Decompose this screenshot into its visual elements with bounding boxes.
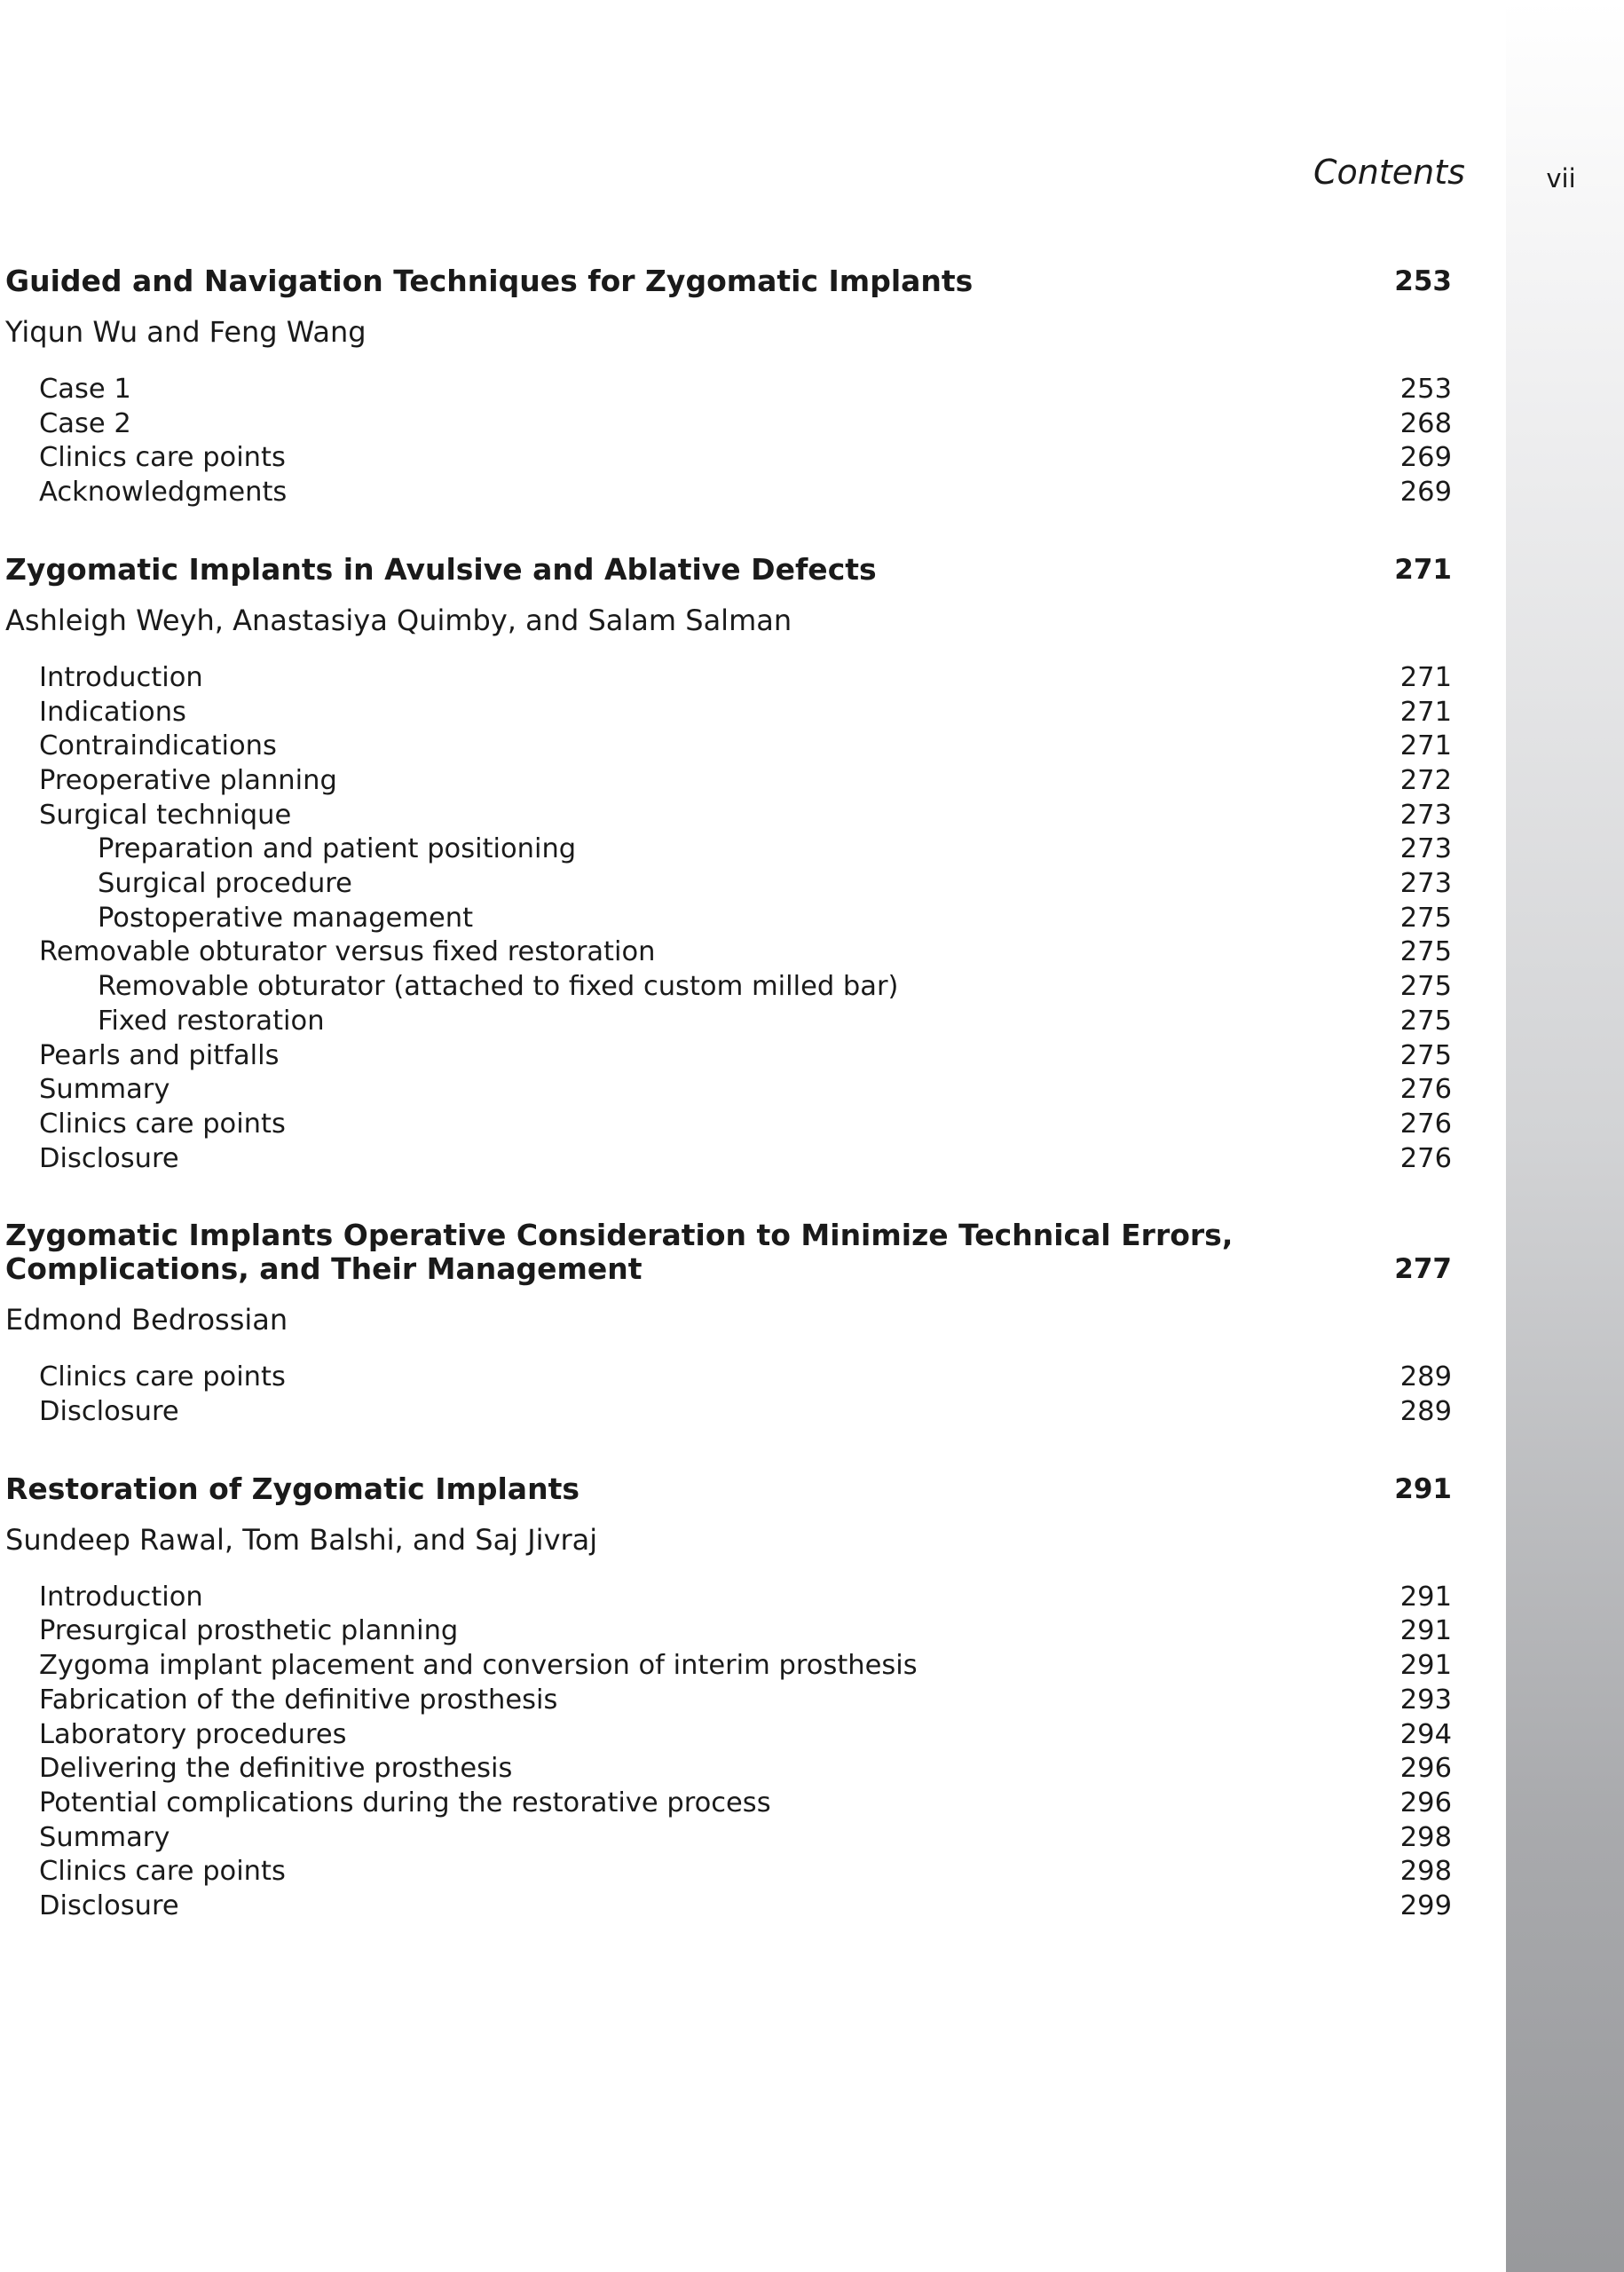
section-page-number: 272 (1399, 764, 1452, 796)
article-page-number: 253 (1394, 265, 1452, 297)
section-label: Disclosure (39, 1142, 179, 1174)
section-page-number: 253 (1399, 374, 1452, 405)
section-label: Case 2 (39, 407, 131, 439)
section-label: Indications (39, 696, 186, 728)
section-label: Presurgical prosthetic planning (39, 1615, 459, 1647)
article-page-number: 277 (1394, 1253, 1452, 1286)
section-page-number: 273 (1399, 868, 1452, 900)
article-title[interactable]: Zygomatic Implants in Avulsive and Ablative Defects (5, 551, 877, 587)
section-page-number: 271 (1399, 730, 1452, 762)
toc-section-entry[interactable] (5, 799, 1452, 833)
section-page-number: 275 (1399, 971, 1452, 1003)
toc-section-entry[interactable] (5, 1614, 1452, 1649)
article-authors: Ashleigh Weyh, Anastasiya Quimby, and Salam Salman (5, 603, 792, 637)
toc-section-entry[interactable] (5, 661, 1452, 696)
section-label: Summary (39, 1821, 170, 1853)
section-page-number: 273 (1399, 833, 1452, 865)
toc-subsection-entry[interactable] (5, 832, 1452, 867)
toc-section-entry[interactable] (5, 730, 1452, 764)
toc-section-entry[interactable] (5, 935, 1452, 970)
page-edge-tab (1506, 0, 1624, 2272)
section-label: Preparation and patient positioning (98, 833, 577, 865)
section-label: Delivering the definitive prosthesis (39, 1753, 513, 1785)
section-list (5, 1581, 1452, 1924)
toc-section-entry[interactable] (5, 1855, 1452, 1889)
section-label: Surgical technique (39, 799, 292, 831)
toc-subsection-entry[interactable] (5, 970, 1452, 1005)
section-label: Introduction (39, 661, 203, 693)
toc-section-entry[interactable] (5, 1889, 1452, 1924)
section-label: Disclosure (39, 1890, 179, 1922)
section-label: Zygoma implant placement and conversion of interim prosthesis (39, 1650, 918, 1682)
article-title[interactable]: Guided and Navigation Techniques for Zygomatic Implants (5, 264, 974, 298)
toc-section-entry[interactable] (5, 1718, 1452, 1753)
article-heading (5, 1472, 1452, 1506)
toc-section-entry[interactable] (5, 1039, 1452, 1074)
toc-section-entry[interactable] (5, 441, 1452, 476)
section-label: Acknowledgments (39, 477, 288, 509)
article-title[interactable]: Restoration of Zygomatic Implants (5, 1471, 579, 1506)
section-label: Laboratory procedures (39, 1718, 347, 1750)
section-page-number: 276 (1399, 1108, 1452, 1140)
section-page-number: 293 (1399, 1684, 1452, 1716)
section-label: Fixed restoration (98, 1005, 325, 1037)
toc-section-entry[interactable] (5, 1395, 1452, 1430)
section-label: Clinics care points (39, 1856, 286, 1888)
section-page-number: 269 (1399, 442, 1452, 474)
toc-subsection-entry[interactable] (5, 902, 1452, 936)
section-label: Postoperative management (98, 902, 474, 934)
section-page-number: 298 (1399, 1856, 1452, 1888)
section-page-number: 268 (1399, 407, 1452, 439)
toc-article (5, 1219, 1452, 1429)
toc-section-entry[interactable] (5, 1649, 1452, 1684)
section-label: Clinics care points (39, 1361, 286, 1393)
section-page-number: 294 (1399, 1718, 1452, 1750)
section-label: Potential complications during the restorative process (39, 1787, 771, 1818)
section-label: Introduction (39, 1581, 203, 1613)
toc-section-entry[interactable] (5, 407, 1452, 442)
article-page-number: 291 (1394, 1472, 1452, 1505)
toc-article (5, 264, 1452, 510)
section-label: Clinics care points (39, 1108, 286, 1140)
section-page-number: 296 (1399, 1787, 1452, 1818)
section-page-number: 271 (1399, 661, 1452, 693)
page-number: vii (1546, 163, 1576, 193)
article-heading (5, 553, 1452, 587)
section-page-number: 273 (1399, 799, 1452, 831)
section-page-number: 289 (1399, 1361, 1452, 1393)
section-page-number: 275 (1399, 1005, 1452, 1037)
article-authors: Yiqun Wu and Feng Wang (5, 315, 367, 349)
toc-section-entry[interactable] (5, 1142, 1452, 1177)
section-page-number: 289 (1399, 1396, 1452, 1428)
toc-section-entry[interactable] (5, 1684, 1452, 1718)
section-label: Case 1 (39, 374, 131, 405)
section-label: Fabrication of the definitive prosthesis (39, 1684, 558, 1716)
toc-subsection-entry[interactable] (5, 867, 1452, 902)
section-list (5, 373, 1452, 510)
section-label: Preoperative planning (39, 764, 337, 796)
toc-section-entry[interactable] (5, 764, 1452, 799)
section-list (5, 661, 1452, 1177)
toc-article (5, 1472, 1452, 1924)
article-title[interactable]: Zygomatic Implants Operative Consideration to Minimize Technical Errors, Complications, and Their Management (5, 1218, 1234, 1287)
toc-subsection-entry[interactable] (5, 1005, 1452, 1039)
section-label: Removable obturator (attached to fixed custom milled bar) (98, 971, 899, 1003)
section-page-number: 275 (1399, 1039, 1452, 1071)
section-page-number: 276 (1399, 1074, 1452, 1106)
section-label: Disclosure (39, 1396, 179, 1428)
toc-section-entry[interactable] (5, 696, 1452, 730)
section-label: Summary (39, 1074, 170, 1106)
toc-section-entry[interactable] (5, 1752, 1452, 1787)
toc-section-entry[interactable] (5, 1108, 1452, 1142)
section-page-number: 299 (1399, 1890, 1452, 1922)
article-heading (5, 1219, 1452, 1286)
section-page-number: 296 (1399, 1753, 1452, 1785)
table-of-contents (5, 264, 1452, 1967)
article-authors: Sundeep Rawal, Tom Balshi, and Saj Jivraj (5, 1522, 598, 1557)
article-authors: Edmond Bedrossian (5, 1303, 288, 1337)
section-page-number: 276 (1399, 1142, 1452, 1174)
section-label: Pearls and pitfalls (39, 1039, 280, 1071)
section-page-number: 271 (1399, 696, 1452, 728)
section-label: Clinics care points (39, 442, 286, 474)
section-page-number: 269 (1399, 477, 1452, 509)
toc-section-entry[interactable] (5, 1361, 1452, 1395)
toc-section-entry[interactable] (5, 1073, 1452, 1108)
running-head: Contents (1313, 153, 1465, 192)
toc-section-entry[interactable] (5, 1821, 1452, 1856)
toc-section-entry[interactable] (5, 1787, 1452, 1821)
section-label: Surgical procedure (98, 868, 352, 900)
toc-section-entry[interactable] (5, 476, 1452, 510)
article-page-number: 271 (1394, 553, 1452, 586)
section-page-number: 291 (1399, 1581, 1452, 1613)
section-label: Removable obturator versus fixed restoration (39, 936, 656, 968)
article-heading (5, 264, 1452, 298)
section-list (5, 1361, 1452, 1429)
section-page-number: 298 (1399, 1821, 1452, 1853)
section-page-number: 291 (1399, 1650, 1452, 1682)
section-page-number: 275 (1399, 936, 1452, 968)
toc-section-entry[interactable] (5, 1581, 1452, 1615)
toc-article (5, 553, 1452, 1177)
section-label: Contraindications (39, 730, 277, 762)
section-page-number: 275 (1399, 902, 1452, 934)
section-page-number: 291 (1399, 1615, 1452, 1647)
toc-section-entry[interactable] (5, 373, 1452, 407)
